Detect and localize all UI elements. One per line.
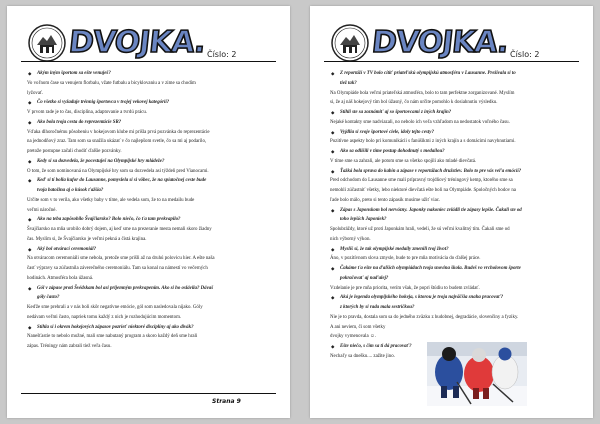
question-line: góly často? [37, 295, 60, 301]
question-line: ◆ Zápas s Japonskom bol nervózny. Japonky nakoniec zvládli tie zápasy lepšie. Čakali ste od [330, 206, 574, 216]
page-header [7, 6, 290, 76]
question-line: z ktorých by si rada mala sestričkou? [340, 305, 415, 310]
issue-number: Číslo: 2 [510, 50, 540, 59]
question-line: ◆ Z reportáží v TV bolo cítiť priateľskú olympijskú atmosféru v Lausanne. Prežívala si to [330, 69, 574, 79]
question-line: ◆ Čo všetko si vyžaduje trénnig športovca v tvojej vekovej kategórii? [27, 98, 271, 108]
answer-line: na jednodňový zraz. Tam som sa snažila ukázať v čo najlepšom svetle, čo sa mi aj podarilo, [27, 139, 207, 145]
answer-line: O tom, že som nominovaná na Olympijské hry som sa dozvedela asi týždeň pred Vianocami. [27, 168, 209, 174]
article-body [330, 69, 574, 362]
answer-line: pretože postupne začali chodiť ďalšie pozvánky. [27, 149, 122, 154]
school-crest-icon [27, 23, 67, 63]
answer-line: Vzdelanie je pre mňa priorita, verím však, že popri štúdiu to budem zvládať. [330, 285, 480, 291]
answer-line: zápas. Tréningy nám zabrali tiež veľa času. [27, 344, 112, 349]
page-left [7, 6, 290, 418]
answer-line: veľmi náročné. [27, 207, 57, 213]
answer-line: Áno, v pozitívnom slova zmysle, bude to pre mňa motivácia do ďalšej práce. [330, 256, 481, 262]
answer-line: Na otváracom ceremoniáli sme nebola, pretože sme prišli až na druhú polovicu hier. A ešte naša [27, 256, 215, 262]
hockey-players-photo [427, 342, 527, 406]
question-line: ◆ Akým iným športom sa ešte venuješ? [27, 69, 271, 79]
answer-line: A ani neviem, či som všetky [330, 324, 386, 330]
header-rule [324, 61, 579, 62]
answer-line: Nechaľy sa dnešku.... zažite jino. [330, 353, 395, 359]
answer-line: nich výborný výkon. [330, 236, 371, 242]
question-line: ◆ Čakáme ťa ešte na ďalších olympiádach tvoja snovina škola. Budeš vo vrcholovom športe [330, 264, 574, 274]
answer-line: Na Olympiáde bola veľmi priateľská atmosféra, bolo to tam perfektne zorganizované. Myslím [330, 90, 515, 96]
question-line: ◆ Myslíš si, že tak olympijské medaily zmenili tvoj život? [330, 245, 574, 255]
issue-number: Číslo: 2 [207, 50, 237, 59]
page-number: Strana 9 [212, 398, 241, 405]
answer-line: Pozitívne aspekty bolo pri komunikácii s fanúšikmi z iných krajín a s domácimi navyhnutiami. [330, 139, 516, 145]
answer-line: si, že aj náš hokejový tím bol úžasný, čo nám určite pomohlo k dosiahnutiu výsledku. [330, 100, 498, 106]
question-line: ◆ Vyjdlia si svoje športové ciele, idoly tejto cesty? [330, 128, 574, 138]
answer-line: Pred odchodom do Lausanne sme mali prípravný trojdňový tréningový kemp, ktorého sme sa [330, 178, 513, 184]
answer-line: Spolubráždy, ktoré už proti Japonkám hrali, vedeli, že sú veľmi kvalitný tím. Čakali sme od [330, 227, 510, 232]
question-line: tiež tak? [340, 80, 357, 86]
answer-line: čas. Myslím si, že Švajčiarsko je veľmi pekná a čistá krajina. [27, 236, 147, 242]
answer-line: dvojky vymenovala ☺. [330, 334, 377, 340]
school-crest-icon [330, 23, 370, 63]
answer-line: V tíme sme sa zahrali, ale potom sme sa všetko spojili ako mladé dievčatá. [330, 158, 477, 164]
question-line: ◆ Stihla si i okrem hokejových zápasov pozrieť niektoré disciplíny aj ako divák? [27, 323, 271, 333]
question-line: ◆ Ťažká bola sprava do kabín a zápase v reportážach družstiev. Bolo to pre vás veľa emócií? [330, 167, 574, 177]
page-right [310, 6, 593, 418]
question-line: ◆ Aký bol otvárací ceremoniál? [27, 245, 271, 255]
question-line: ◆ Stihli ste sa zoznámiť aj so športovcami z iných krajín? [330, 108, 574, 118]
brand-title: DVOJKA. [67, 25, 207, 60]
question-line: ◆ Ešte niečo, s čím sa ti dá pracovať? [330, 342, 432, 352]
answer-line: hodinách. Atmosféra bola úžasná. [27, 275, 94, 281]
question-line: toho lepších Japoniek? [340, 217, 387, 223]
question-line: ◆ Ako sa odlišili v tíme postup dohodnutý s medailou? [330, 147, 574, 157]
question-line: pokračovať aj naďalej? [340, 275, 389, 281]
answer-line: nemohli zúčastniť všetky, lebo niektoré dievčatá ešte boli na Olympiáde. Spoločných bodov na [330, 188, 516, 193]
answer-line: Švajčiarsko na mňa urobilo dobrý dojem, aj keď sme na prezeranie mesta nemali skoro žiadny [27, 227, 212, 232]
article-body [27, 69, 271, 352]
question-line: ◆ Gól v zápase proti Švédskam bol asi prijemným prekvapením. Ako si ho oslávila? Dávaš [27, 284, 271, 294]
answer-line: Nie je to pravda, dostala som sa do jedného zväzku z hudobnej, degradácie, slovenčiny a fyziky. [330, 314, 519, 320]
answer-line: lyžovať. [27, 90, 44, 96]
question-line: ◆ Ako bola tvoja cesta do reprezentácie SR? [27, 118, 271, 128]
question-line: ◆ Kedy si sa dozvedela, že pocestuješ na Olympijské hry mládeže? [27, 157, 271, 167]
answer-line: V prvom rade je to čas, disciplína, adaptovanie a tvrdú prácu. [27, 110, 148, 115]
answer-line: Vo voľnom čase sa venujem florbalu, vžate futbalu a bicyklovaniu a v zime sa chodím [27, 80, 196, 86]
answer-line: nedávam veľmi často, napriek tomu každý z nich je rozhodujúcim momentom. [27, 314, 182, 320]
answer-line: Nejaké kontakty sme nadviazali, no nebolo ich veľa vzhľadom na nedostatok voľného času. [330, 119, 510, 125]
answer-line: Keďže sme prehrali a v nás boli skôr negatívne emócie, gól som nasledovala nijako. Góly [27, 305, 203, 310]
header-rule [21, 61, 276, 62]
question-line: ◆ Ako na teba zapôsobilo Švajčiarsko? Bolo niečo, čo ťa tam prekvapilo? [27, 215, 271, 225]
answer-line: časť výpravy sa zúčastnila záverečného ceremoniálu. Tam sa konal na námestí vo večerných [27, 266, 208, 271]
page-header [310, 6, 593, 76]
answer-line: ľade bolo málo, preto si tento zápasik musíme užiť viac. [330, 197, 441, 203]
question-line: tvoja batožina aj o kúsok ťažšia? [37, 188, 104, 193]
brand-title: DVOJKA. [370, 25, 510, 60]
answer-line: Vďaka dlhoročnému pôsobeniu v hokejovom klube mi prišla prvá pozvánka do reprezentácie [27, 129, 210, 135]
question-line: ◆ Keď si tí bolla kufor do Lausanne, pomyslela si si vôbec, že na spiatočnej ceste bude [27, 176, 271, 186]
answer-line: Nanešťastie to nebolo možné, mali sme nabutaný program a skoro každý deň sme hrali [27, 334, 198, 340]
footer-rule [21, 393, 276, 394]
question-line: ◆ Aká je legenda olympijského hokeja, s ktorou je tvoja najväčšia snaha pracovať? [330, 293, 574, 303]
answer-line: Určite som v to verila, ako všetky baby v tíme, ale vedela som, že to na medailu bude [27, 197, 195, 203]
